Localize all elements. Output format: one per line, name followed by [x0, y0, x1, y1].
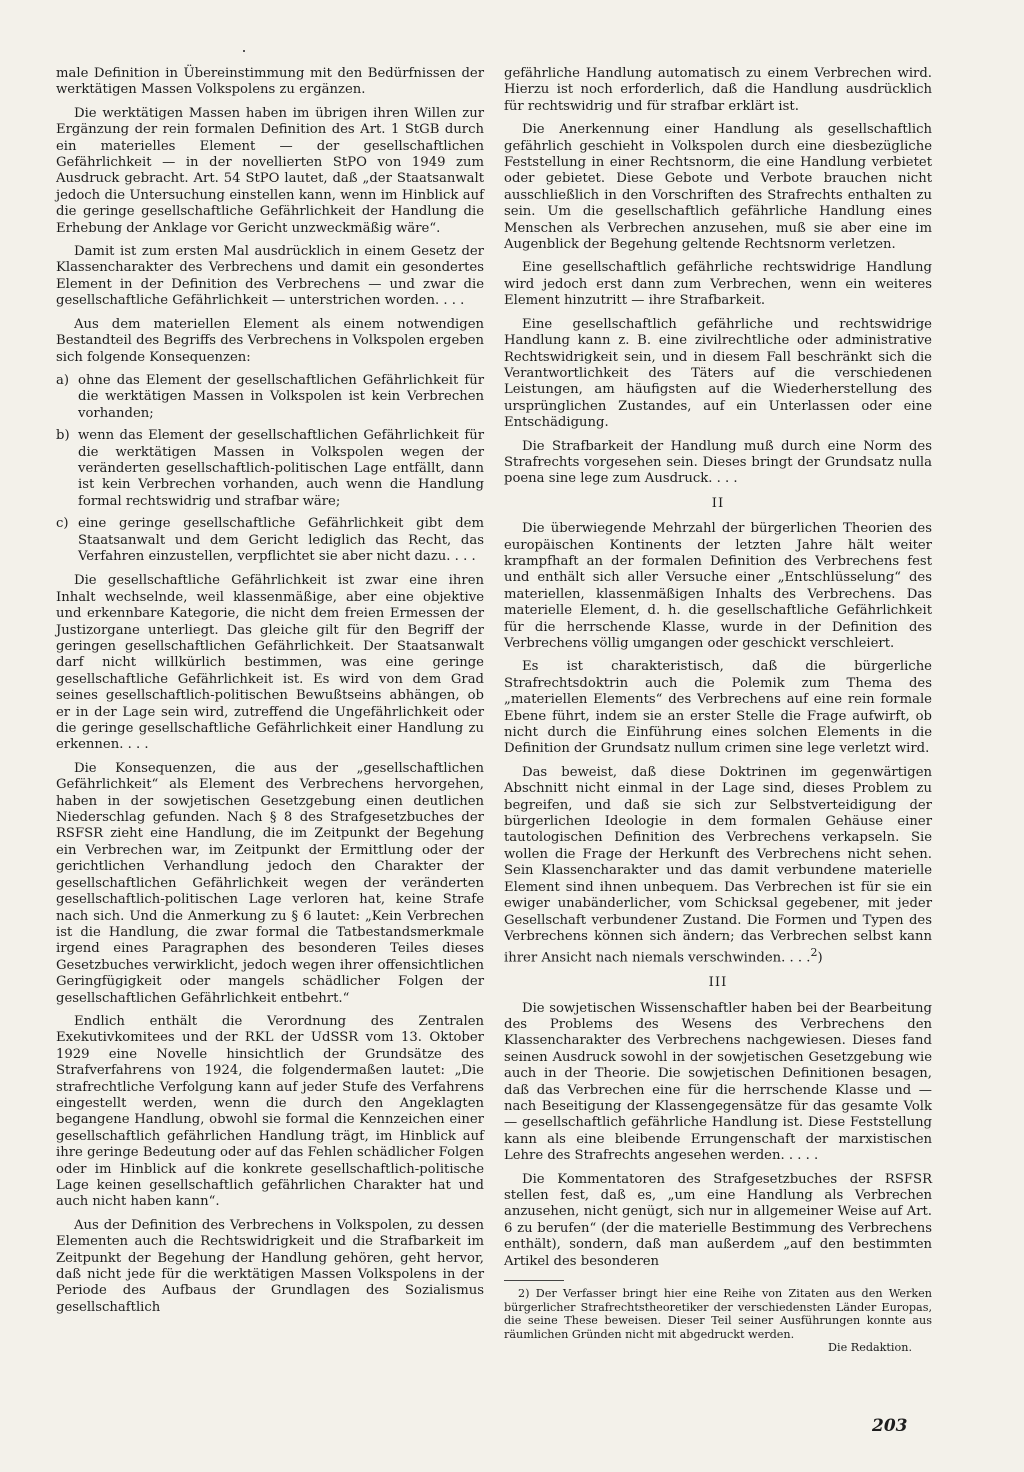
- list-item: [56, 428, 484, 510]
- paragraph: Endlich enthält die Verordnung des Zentralen Exekutivkomitees und der RKL der UdSSR vom 13. Oktober 1929 eine Novelle hinsichtlich der Grundsätze des Strafverfahrens von 1924, die folgendermaßen lautet: „Die strafrechtliche Verfolgung kann auf jeder Stufe des Verfahrens eingestellt werden, wenn die durch den Angeklagten begangene Handlung, obwohl sie formal die Kennzeichen einer gesellschaftlich gefährlichen Handlung trägt, im Hinblick auf ihre geringe Bedeutung oder auf das Fehlen schädlicher Folgen oder im Hinblick auf die konkrete gesellschaftlich-politische Lage keinen gesellschaftlich gefährlichen Charakter hat und auch nicht haben kann“.: [56, 1013, 484, 1210]
- footnote: [504, 1287, 932, 1355]
- left-column: [56, 66, 484, 1323]
- paragraph: Aus dem materiellen Element als einem notwendigen Bestandteil des Begriffs des Verbrechens in Volkspolen ergeben sich folgende Konsequenzen:: [56, 316, 484, 365]
- list-item-text: eine geringe gesellschaftliche Gefährlichkeit gibt dem Staatsanwalt und dem Gericht lediglich das Recht, das Verfahren einzustellen, verpflichtet sie aber nicht dazu. . . .: [78, 516, 484, 564]
- paragraph: Die Kommentatoren des Strafgesetzbuches der RSFSR stellen fest, daß es, „um eine Handlung als Verbrechen anzusehen, nicht genügt, sich nur in allgemeiner Weise auf Art. 6 zu berufen“ (der die materielle Bestimmung des Verbrechens enthält), sondern, daß man außerdem „auf den bestimmten Artikel des besonderen: [504, 1171, 932, 1269]
- paragraph: gefährliche Handlung automatisch zu einem Verbrechen wird. Hierzu ist noch erforderlich, daß die Handlung ausdrücklich für rechtswidrig und für strafbar erklärt ist.: [504, 66, 932, 114]
- paragraph: Die sowjetischen Wissenschaftler haben bei der Bearbeitung des Problems des Wesens des Verbrechens den Klassencharakter des Verbrechens nachgewiesen. Dieses fand seinen Ausdruck sowohl in der sowjetischen Gesetzgebung wie auch in der Theorie. Die sowjetischen Definitionen besagen, daß das Verbrechen eine für die herrschende Klasse und — nach Beseitigung der Klassengegensätze für das gesamte Volk — gesellschaftlich gefährliche Handlung ist. Diese Feststellung kann als eine bleibende Errungenschaft der marxistischen Lehre des Strafrechts angesehen werden. . . . .: [504, 1000, 932, 1164]
- footnote-mark: 2): [518, 1287, 530, 1301]
- list-item-label: a): [56, 372, 70, 388]
- paragraph: male Definition in Übereinstimmung mit den Bedürfnissen der werktätigen Massen Volkspolens zu ergänzen.: [56, 66, 484, 98]
- paragraph: Aus der Definition des Verbrechens in Volkspolen, zu dessen Elementen auch die Rechtswidrigkeit und die Strafbarkeit im Zeitpunkt der Begehung der Handlung gehören, geht hervor, daß nicht jede für die werktätigen Massen Volkspolens in der Periode des Aufbaus der Grundlagen des Sozialismus gesellschaftlich: [56, 1217, 484, 1315]
- closing-parenthesis: ): [817, 950, 823, 966]
- paragraph: Es ist charakteristisch, daß die bürgerliche Strafrechtsdoktrin auch die Polemik zum Thema des „materiellen Elements“ des Verbrechens auf eine rein formale Ebene führt, indem sie an erster Stelle die Frage aufwirft, ob nicht durch die Einführung eines solchen Elements in die Definition der Grundsatz nullum crimen sine lege verletzt wird.: [504, 659, 932, 757]
- paragraph-text: Das beweist, daß diese Doktrinen im gegenwärtigen Abschnitt nicht einmal in der Lage sind, dieses Problem zu begreifen, und daß sie sich zur Selbstverteidigung der bürgerlichen Ideologie in dem formalen Gehäuse einer tautologischen Definition des Verbrechens verkapseln. Sie wollen die Frage der Herkunft des Verbrechens nicht sehen. Sein Klassencharakter und das damit verbundene materielle Element sind ihnen unbequem. Das Verbrechen ist für sie ein ewiger unabänderlicher, vom Schicksal gegebener, mit jeder Gesellschaft verbundener Zustand. Die Formen und Typen des Verbrechens können sich ändern; das Verbrechen selbst kann ihrer Ansicht nach niemals verschwinden. . . .: [504, 764, 932, 966]
- list-item-text: wenn das Element der gesellschaftlichen Gefährlichkeit für die werktätigen Massen in Volkspolen wegen der veränderten gesellschaftlich-politischen Lage entfällt, dann ist kein Verbrechen vorhanden, auch wenn die Handlung formal rechtswidrig und strafbar wäre;: [78, 428, 484, 509]
- list-item-label: c): [56, 516, 69, 532]
- paragraph: Die Konsequenzen, die aus der „gesellschaftlichen Gefährlichkeit“ als Element des Verbrechens hervorgehen, haben in der sowjetischen Gesetzgebung einen deutlichen Niederschlag gefunden. Nach § 8 des Strafgesetzbuches der RSFSR zieht eine Handlung, die im Zeitpunkt der Begehung ein Verbrechen war, im Zeitpunkt der Ermittlung oder der gerichtlichen Verhandlung jedoch den Charakter der gesellschaftlichen Gefährlichkeit wegen der veränderten gesellschaftlich-politischen Lage verloren hat, keine Strafe nach sich. Und die Anmerkung zu § 6 lautet: „Kein Verbrechen ist die Handlung, die zwar formal die Tatbestandsmerkmale irgend eines Paragraphen des besonderen Teiles dieses Gesetzbuches verwirklicht, jedoch wegen ihrer offensichtlichen Geringfügigkeit oder mangels schädlicher Folgen der gesellschaftlichen Gefährlichkeit entbehrt.“: [56, 760, 484, 1006]
- paragraph: Eine gesellschaftlich gefährliche und rechtswidrige Handlung kann z. B. eine zivilrechtliche oder administrative Rechtswidrigkeit sein, und in diesem Fall beschränkt sich die Verantwortlichkeit des Täters auf die verschiedenen Leistungen, am häufigsten auf die Wiederherstellung des ursprünglichen Zustandes, auf ein Unterlassen oder eine Entschädigung.: [504, 316, 932, 431]
- paragraph: Eine gesellschaftlich gefährliche rechtswidrige Handlung wird jedoch erst dann zum Verbrechen, wenn ein weiteres Element hinzutritt — ihre Strafbarkeit.: [504, 260, 932, 309]
- consequence-list: [56, 373, 484, 565]
- page: [56, 66, 932, 1406]
- list-item: [56, 516, 484, 565]
- paragraph: Die Anerkennung einer Handlung als gesellschaftlich gefährlich geschieht in Volkspolen durch eine diesbezügliche Feststellung in einer Rechtsnorm, die eine Handlung verbietet oder gebietet. Diese Gebote und Verbote brauchen nicht ausschließlich in den Vorschriften des Strafrechts enthalten zu sein. Um die gesellschaftlich gefährliche Handlung eines Menschen als Verbrechen anzusehen, muß sie aber eine im Augenblick der Begehung geltende Rechtsnorm verletzen.: [504, 122, 932, 253]
- footnote-reference: 2: [810, 946, 818, 960]
- paragraph: Damit ist zum ersten Mal ausdrücklich in einem Gesetz der Klassencharakter des Verbrechens und damit ein gesondertes Element in der Definition des Verbrechens — und zwar die gesellschaftliche Gefährlichkeit — unterstrichen worden. . . .: [56, 244, 484, 309]
- list-item-text: ohne das Element der gesellschaftlichen Gefährlichkeit für die werktätigen Massen in Volkspolen ist kein Verbrechen vorhanden;: [78, 372, 484, 421]
- paragraph: Die überwiegende Mehrzahl der bürgerlichen Theorien des europäischen Kontinents der letzten Jahre hält weiter krampfhaft an der formalen Definition des Verbrechens fest und enthält sich aller Versuche einer „Entschlüsselung“ des materiellen, klassenmäßigen Inhalts des Verbrechens. Das materielle Element, d. h. die gesellschaftliche Gefährlichkeit für die herrschende Klasse, wurde in der Definition des Verbrechens völlig umgangen oder geschickt verschleiert.: [504, 521, 932, 651]
- page-number: 203: [872, 1416, 908, 1436]
- footnote-divider: [504, 1280, 564, 1281]
- paragraph: Die gesellschaftliche Gefährlichkeit ist zwar eine ihren Inhalt wechselnde, weil klassenmäßige, aber eine objektive und erkennbare Kategorie, die nicht dem freien Ermessen der Justizorgane unterliegt. Das gleiche gilt für den Begriff der geringen gesellschaftlichen Gefährlichkeit. Der Staatsanwalt darf nicht willkürlich bestimmen, was eine geringe gesellschaftliche Gefährlichkeit ist. Es wird von dem Grad seines gesellschaftlich-politischen Bewußtseins abhängen, ob er in der Lage sein wird, zutreffend die Ungefährlichkeit oder die geringe gesellschaftliche Gefährlichkeit einer Handlung zu erkennen. . . .: [56, 573, 484, 753]
- list-item-label: b): [56, 428, 70, 444]
- paragraph: Die werktätigen Massen haben im übrigen ihren Willen zur Ergänzung der rein formalen Definition des Art. 1 StGB durch ein materielles Element — der gesellschaftlichen Gefährlichkeit — in der novellierten StPO von 1949 zum Ausdruck gebracht. Art. 54 StPO lautet, daß „der Staatsanwalt jedoch die Untersuchung einstellen kann, wenn im Hinblick auf die geringe gesellschaftliche Gefährlichkeit der Handlung die Erhebung der Anklage vor Gericht unzweckmäßig wäre“.: [56, 105, 484, 236]
- paragraph: Die Strafbarkeit der Handlung muß durch eine Norm des Strafrechts vorgesehen sein. Dieses bringt der Grundsatz nulla poena sine lege zum Ausdruck. . . .: [504, 438, 932, 487]
- print-speck: [243, 50, 245, 52]
- section-heading-ii: II: [711, 495, 725, 511]
- right-column: [504, 66, 932, 1355]
- footnote-signature: Die Redaktion.: [828, 1341, 912, 1355]
- section-heading-iii: III: [708, 975, 728, 991]
- paragraph: [504, 765, 932, 967]
- list-item: [56, 373, 484, 422]
- footnote-text: Der Verfasser bringt hier eine Reihe von Zitaten aus den Werken bürgerlicher Strafrechtstheoretiker der verschiedensten Länder Europas, die seine These beweisen. Dieser Teil seiner Ausführungen konnte aus räumlichen Gründen nicht mit abgedruckt werden.: [504, 1287, 932, 1341]
